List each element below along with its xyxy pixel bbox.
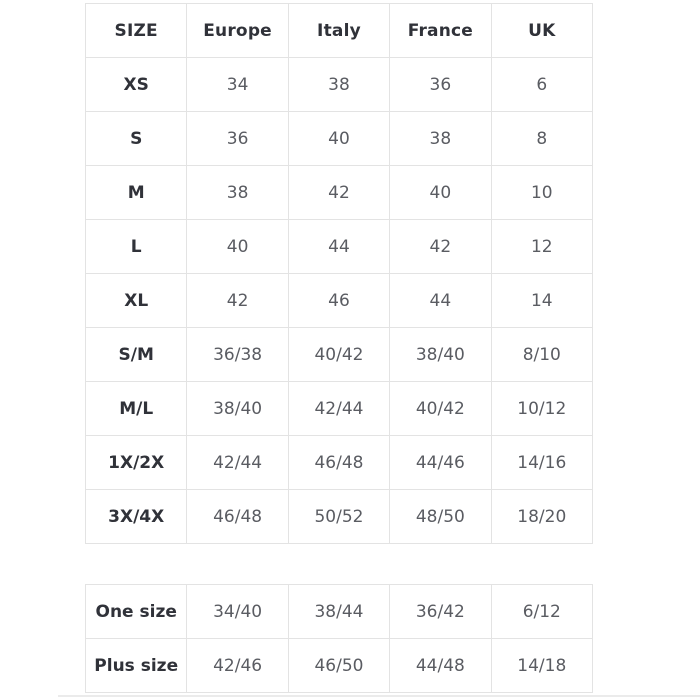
value-cell-italy: 50/52 bbox=[288, 490, 389, 544]
size-label-cell: L bbox=[86, 220, 187, 274]
value-cell-italy: 46/48 bbox=[288, 436, 389, 490]
size-label-cell: XS bbox=[86, 58, 187, 112]
value-cell-uk: 14/18 bbox=[491, 639, 592, 693]
value-cell-italy: 38/44 bbox=[288, 585, 389, 639]
value-cell-europe: 42 bbox=[187, 274, 288, 328]
size-label-cell: 1X/2X bbox=[86, 436, 187, 490]
header-row bbox=[86, 4, 593, 58]
value-cell-france: 40/42 bbox=[390, 382, 491, 436]
value-cell-europe: 36 bbox=[187, 112, 288, 166]
value-cell-europe: 42/46 bbox=[187, 639, 288, 693]
value-cell-france: 36 bbox=[390, 58, 491, 112]
container-bottom-edge bbox=[58, 695, 700, 697]
value-cell-europe: 42/44 bbox=[187, 436, 288, 490]
value-cell-france: 48/50 bbox=[390, 490, 491, 544]
table-row-sm bbox=[86, 328, 593, 382]
value-cell-europe: 38 bbox=[187, 166, 288, 220]
value-cell-uk: 8/10 bbox=[491, 328, 592, 382]
table-row-one-size bbox=[86, 585, 593, 639]
value-cell-uk: 10/12 bbox=[491, 382, 592, 436]
table-row-3x4x bbox=[86, 490, 593, 544]
value-cell-europe: 46/48 bbox=[187, 490, 288, 544]
size-label-cell: M/L bbox=[86, 382, 187, 436]
size-label-cell: XL bbox=[86, 274, 187, 328]
value-cell-uk: 12 bbox=[491, 220, 592, 274]
value-cell-uk: 8 bbox=[491, 112, 592, 166]
value-cell-italy: 46/50 bbox=[288, 639, 389, 693]
value-cell-italy: 46 bbox=[288, 274, 389, 328]
table-row-m bbox=[86, 166, 593, 220]
value-cell-france: 36/42 bbox=[390, 585, 491, 639]
value-cell-italy: 42 bbox=[288, 166, 389, 220]
table-row-ml bbox=[86, 382, 593, 436]
size-conversion-table bbox=[85, 3, 593, 544]
size-label-cell: M bbox=[86, 166, 187, 220]
table-row-xs bbox=[86, 58, 593, 112]
table-row-xl bbox=[86, 274, 593, 328]
header-cell-size: SIZE bbox=[86, 4, 187, 58]
value-cell-italy: 44 bbox=[288, 220, 389, 274]
size-label-cell: 3X/4X bbox=[86, 490, 187, 544]
size-label-cell: One size bbox=[86, 585, 187, 639]
value-cell-france: 44/46 bbox=[390, 436, 491, 490]
value-cell-uk: 18/20 bbox=[491, 490, 592, 544]
value-cell-italy: 40/42 bbox=[288, 328, 389, 382]
value-cell-uk: 6/12 bbox=[491, 585, 592, 639]
special-sizes-table bbox=[85, 584, 593, 693]
value-cell-france: 38/40 bbox=[390, 328, 491, 382]
value-cell-europe: 34/40 bbox=[187, 585, 288, 639]
value-cell-uk: 14 bbox=[491, 274, 592, 328]
value-cell-italy: 42/44 bbox=[288, 382, 389, 436]
size-label-cell: S/M bbox=[86, 328, 187, 382]
header-cell-italy: Italy bbox=[288, 4, 389, 58]
table-row-s bbox=[86, 112, 593, 166]
table-row-plus-size bbox=[86, 639, 593, 693]
table-row-l bbox=[86, 220, 593, 274]
value-cell-europe: 40 bbox=[187, 220, 288, 274]
value-cell-italy: 38 bbox=[288, 58, 389, 112]
value-cell-uk: 6 bbox=[491, 58, 592, 112]
size-label-cell: S bbox=[86, 112, 187, 166]
size-label-cell: Plus size bbox=[86, 639, 187, 693]
header-cell-france: France bbox=[390, 4, 491, 58]
value-cell-uk: 10 bbox=[491, 166, 592, 220]
value-cell-france: 42 bbox=[390, 220, 491, 274]
table-row-1x2x bbox=[86, 436, 593, 490]
value-cell-france: 44/48 bbox=[390, 639, 491, 693]
value-cell-europe: 34 bbox=[187, 58, 288, 112]
value-cell-france: 40 bbox=[390, 166, 491, 220]
header-cell-uk: UK bbox=[491, 4, 592, 58]
value-cell-italy: 40 bbox=[288, 112, 389, 166]
value-cell-europe: 38/40 bbox=[187, 382, 288, 436]
header-cell-europe: Europe bbox=[187, 4, 288, 58]
value-cell-uk: 14/16 bbox=[491, 436, 592, 490]
value-cell-france: 38 bbox=[390, 112, 491, 166]
value-cell-france: 44 bbox=[390, 274, 491, 328]
value-cell-europe: 36/38 bbox=[187, 328, 288, 382]
